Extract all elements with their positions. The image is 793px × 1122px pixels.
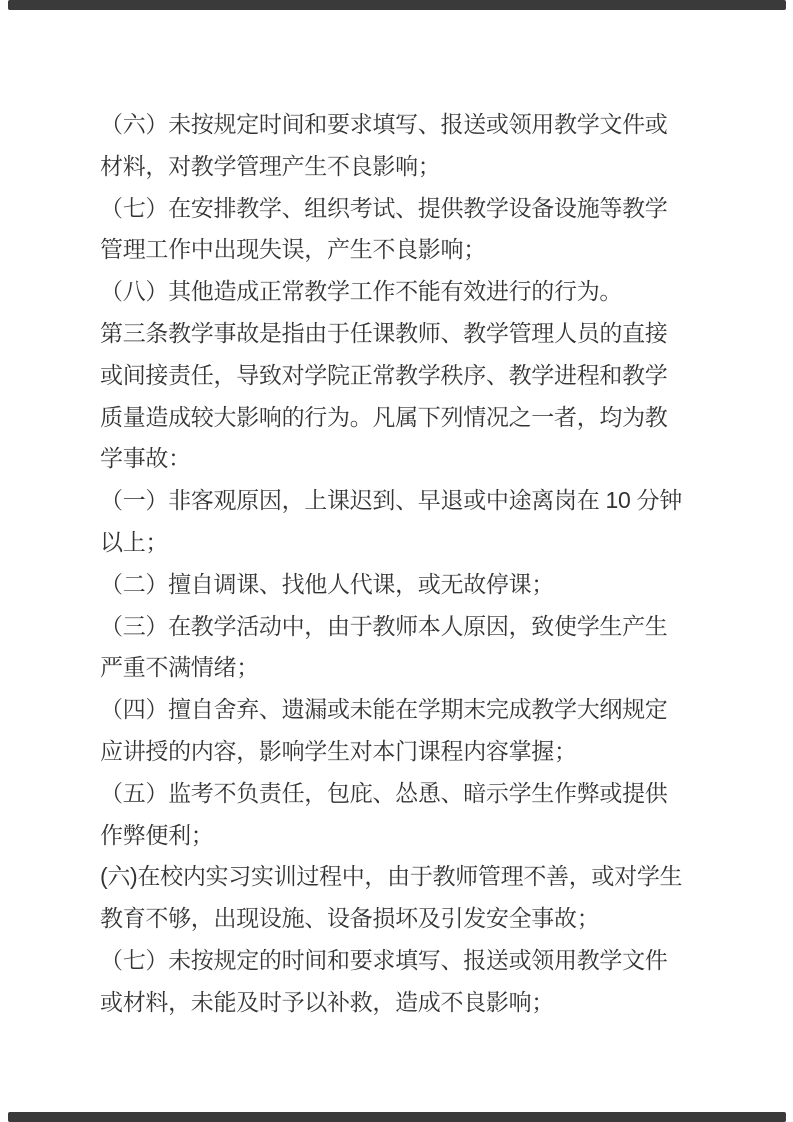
text-line: 管理工作中出现失误，产生不良影响；	[100, 236, 486, 263]
top-edge-bar	[8, 0, 786, 10]
text-line: 学事故：	[100, 445, 191, 472]
text-line: 应讲授的内容，影响学生对本门课程内容掌握；	[100, 737, 577, 764]
text-line: (六)在校内实习实训过程中，由于教师管理不善，或对学生	[100, 863, 683, 890]
text-line: （三）在教学活动中，由于教师本人原因，致使学生产生	[100, 612, 668, 639]
text-line: （八）其他造成正常教学工作不能有效进行的行为。	[100, 278, 623, 305]
text-line: （五）监考不负责任，包庇、怂恿、暗示学生作弊或提供	[100, 779, 668, 806]
text-line: 以上；	[100, 528, 169, 555]
text-line: （四）擅自舍弃、遗漏或未能在学期末完成教学大纲规定	[100, 696, 668, 723]
text-line: 材料，对教学管理产生不良影响；	[100, 152, 441, 179]
bottom-edge-bar	[8, 1112, 786, 1122]
text-line: 或材料，未能及时予以补救，造成不良影响；	[100, 988, 555, 1015]
text-line: 质量造成较大影响的行为。凡属下列情况之一者，均为教	[100, 403, 668, 430]
document-text	[100, 104, 686, 1024]
text-line: （二）擅自调课、找他人代课，或无故停课；	[100, 570, 555, 597]
text-line: 作弊便利；	[100, 821, 214, 848]
text-line: 第三条教学事故是指由于任课教师、教学管理人员的直接	[100, 319, 668, 346]
text-line: （一）非客观原因，上课迟到、早退或中途离岗在 10 分钟	[100, 487, 682, 514]
text-line: 严重不满情绪；	[100, 654, 259, 681]
text-line: （七）未按规定的时间和要求填写、报送或领用教学文件	[100, 946, 668, 973]
text-line: （七）在安排教学、组织考试、提供教学设备设施等教学	[100, 194, 668, 221]
text-line: 或间接责任，导致对学院正常教学秩序、教学进程和教学	[100, 361, 668, 388]
text-line: （六）未按规定时间和要求填写、报送或领用教学文件或	[100, 111, 668, 137]
text-line: 教育不够，出现设施、设备损坏及引发安全事故；	[100, 905, 600, 932]
